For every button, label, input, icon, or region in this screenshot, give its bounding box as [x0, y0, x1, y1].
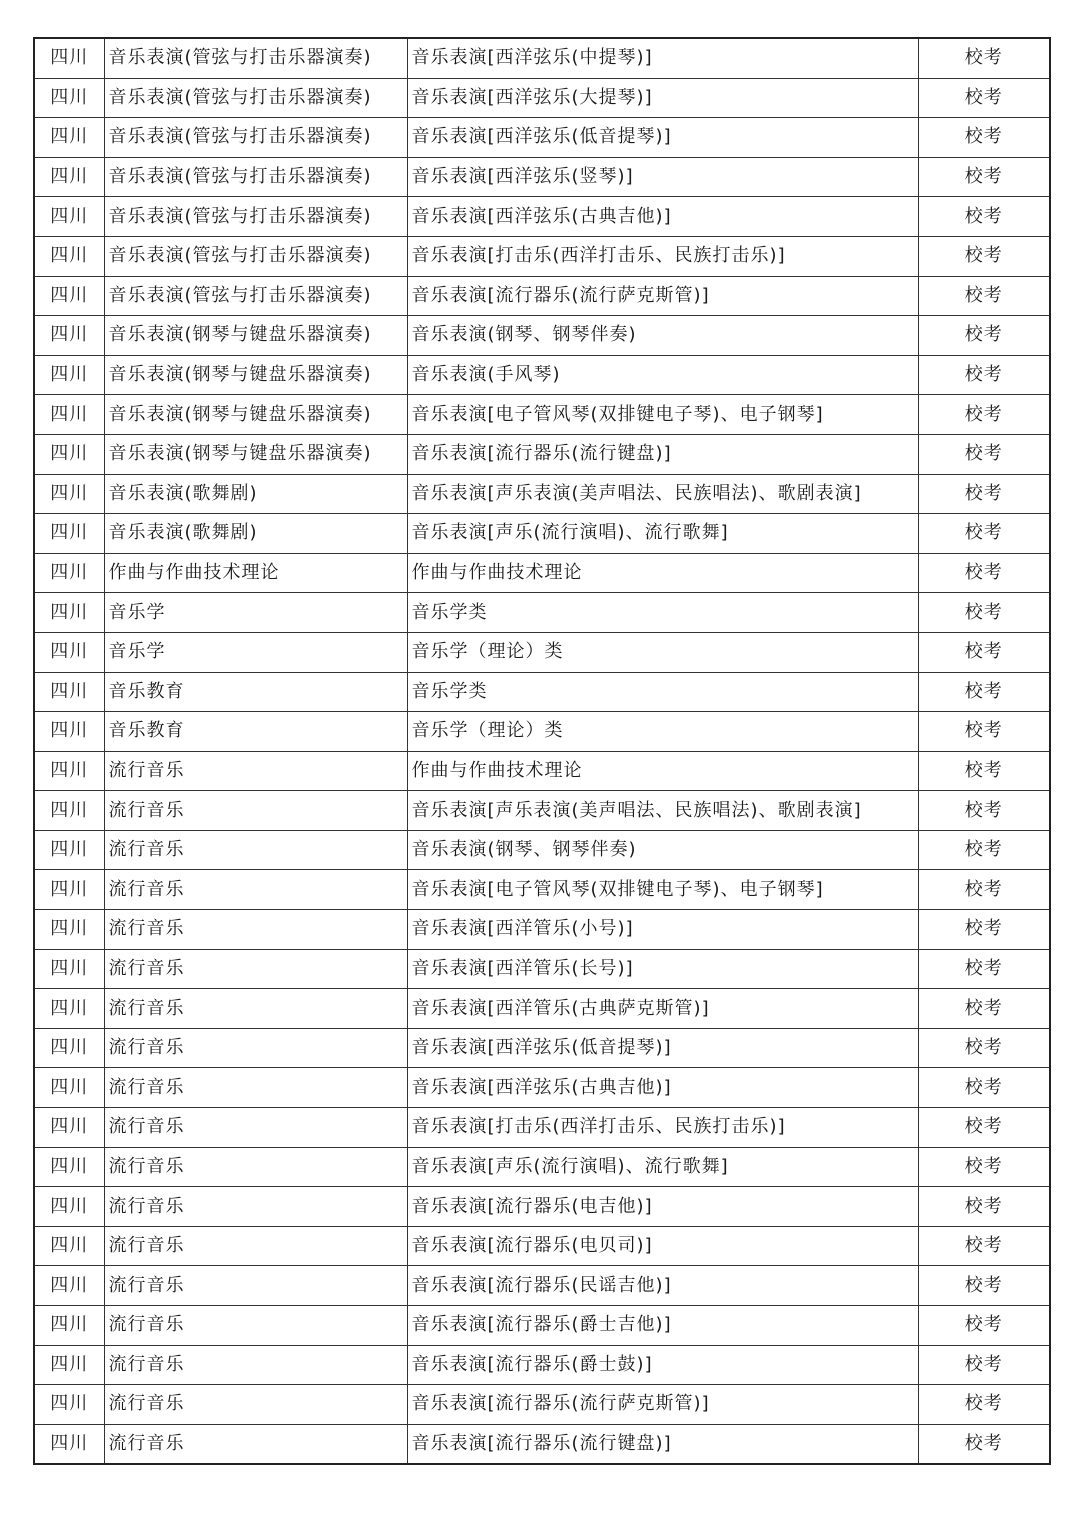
table-row	[34, 514, 1050, 554]
table-row	[34, 593, 1050, 633]
major-cell: 音乐表演(钢琴与键盘乐器演奏)	[104, 434, 407, 474]
exam-category-cell: 音乐表演[西洋弦乐(古典吉他)]	[407, 1068, 918, 1108]
exam-type-cell: 校考	[918, 78, 1050, 118]
exam-category-cell: 音乐表演[西洋弦乐(竖琴)]	[407, 157, 918, 197]
exam-type-cell: 校考	[918, 1266, 1050, 1306]
exam-category-cell: 音乐表演[声乐(流行演唱)、流行歌舞]	[407, 514, 918, 554]
province-cell: 四川	[34, 751, 104, 791]
table-row	[34, 553, 1050, 593]
major-cell: 流行音乐	[104, 1266, 407, 1306]
exam-type-cell: 校考	[918, 434, 1050, 474]
major-cell: 流行音乐	[104, 989, 407, 1029]
exam-category-cell: 音乐表演[流行器乐(流行键盘)]	[407, 1424, 918, 1464]
exam-type-cell: 校考	[918, 751, 1050, 791]
table-row	[34, 1306, 1050, 1346]
major-cell: 作曲与作曲技术理论	[104, 553, 407, 593]
exam-type-cell: 校考	[918, 830, 1050, 870]
province-cell: 四川	[34, 791, 104, 831]
major-cell: 音乐表演(管弦与打击乐器演奏)	[104, 236, 407, 276]
province-cell: 四川	[34, 434, 104, 474]
province-cell: 四川	[34, 355, 104, 395]
enrollment-table	[33, 37, 1051, 1465]
major-cell: 流行音乐	[104, 949, 407, 989]
exam-type-cell: 校考	[918, 910, 1050, 950]
table-row	[34, 949, 1050, 989]
province-cell: 四川	[34, 1108, 104, 1148]
exam-category-cell: 音乐学（理论）类	[407, 712, 918, 752]
exam-type-cell: 校考	[918, 197, 1050, 237]
province-cell: 四川	[34, 553, 104, 593]
exam-category-cell: 音乐表演(钢琴、钢琴伴奏)	[407, 316, 918, 356]
table-row	[34, 1068, 1050, 1108]
exam-category-cell: 音乐学（理论）类	[407, 632, 918, 672]
major-cell: 音乐表演(钢琴与键盘乐器演奏)	[104, 316, 407, 356]
table-row	[34, 157, 1050, 197]
major-cell: 音乐表演(管弦与打击乐器演奏)	[104, 38, 407, 78]
province-cell: 四川	[34, 1068, 104, 1108]
exam-category-cell: 音乐表演[打击乐(西洋打击乐、民族打击乐)]	[407, 1108, 918, 1148]
major-cell: 音乐学	[104, 593, 407, 633]
table-row	[34, 1187, 1050, 1227]
table-row	[34, 751, 1050, 791]
province-cell: 四川	[34, 593, 104, 633]
exam-type-cell: 校考	[918, 118, 1050, 158]
major-cell: 音乐表演(管弦与打击乐器演奏)	[104, 197, 407, 237]
table-row	[34, 672, 1050, 712]
exam-category-cell: 音乐表演[流行器乐(流行键盘)]	[407, 434, 918, 474]
exam-category-cell: 音乐表演(手风琴)	[407, 355, 918, 395]
province-cell: 四川	[34, 474, 104, 514]
exam-category-cell: 音乐表演[声乐(流行演唱)、流行歌舞]	[407, 1147, 918, 1187]
exam-category-cell: 音乐表演(钢琴、钢琴伴奏)	[407, 830, 918, 870]
province-cell: 四川	[34, 197, 104, 237]
major-cell: 音乐教育	[104, 712, 407, 752]
exam-category-cell: 音乐表演[流行器乐(爵士鼓)]	[407, 1345, 918, 1385]
exam-type-cell: 校考	[918, 1108, 1050, 1148]
exam-type-cell: 校考	[918, 1028, 1050, 1068]
exam-category-cell: 音乐表演[电子管风琴(双排键电子琴)、电子钢琴]	[407, 395, 918, 435]
table-row	[34, 989, 1050, 1029]
major-cell: 音乐表演(管弦与打击乐器演奏)	[104, 78, 407, 118]
exam-type-cell: 校考	[918, 276, 1050, 316]
exam-category-cell: 音乐学类	[407, 593, 918, 633]
major-cell: 流行音乐	[104, 1385, 407, 1425]
exam-category-cell: 音乐表演[流行器乐(流行萨克斯管)]	[407, 276, 918, 316]
exam-type-cell: 校考	[918, 474, 1050, 514]
exam-type-cell: 校考	[918, 672, 1050, 712]
major-cell: 流行音乐	[104, 870, 407, 910]
table-row	[34, 1226, 1050, 1266]
province-cell: 四川	[34, 830, 104, 870]
exam-category-cell: 作曲与作曲技术理论	[407, 553, 918, 593]
major-cell: 音乐表演(歌舞剧)	[104, 474, 407, 514]
exam-category-cell: 音乐表演[流行器乐(电吉他)]	[407, 1187, 918, 1227]
table-body	[34, 38, 1050, 1464]
major-cell: 音乐表演(管弦与打击乐器演奏)	[104, 157, 407, 197]
province-cell: 四川	[34, 118, 104, 158]
table-row	[34, 830, 1050, 870]
province-cell: 四川	[34, 38, 104, 78]
exam-type-cell: 校考	[918, 870, 1050, 910]
exam-type-cell: 校考	[918, 1345, 1050, 1385]
table-row	[34, 316, 1050, 356]
table-row	[34, 1345, 1050, 1385]
exam-category-cell: 音乐表演[西洋管乐(长号)]	[407, 949, 918, 989]
exam-type-cell: 校考	[918, 949, 1050, 989]
major-cell: 流行音乐	[104, 1306, 407, 1346]
exam-category-cell: 音乐表演[流行器乐(流行萨克斯管)]	[407, 1385, 918, 1425]
province-cell: 四川	[34, 910, 104, 950]
province-cell: 四川	[34, 276, 104, 316]
exam-type-cell: 校考	[918, 1226, 1050, 1266]
major-cell: 音乐表演(钢琴与键盘乐器演奏)	[104, 355, 407, 395]
province-cell: 四川	[34, 1345, 104, 1385]
exam-type-cell: 校考	[918, 1068, 1050, 1108]
table-row	[34, 791, 1050, 831]
province-cell: 四川	[34, 514, 104, 554]
province-cell: 四川	[34, 1226, 104, 1266]
table-row	[34, 395, 1050, 435]
exam-type-cell: 校考	[918, 593, 1050, 633]
table-row	[34, 910, 1050, 950]
exam-type-cell: 校考	[918, 1385, 1050, 1425]
major-cell: 音乐表演(歌舞剧)	[104, 514, 407, 554]
province-cell: 四川	[34, 395, 104, 435]
exam-type-cell: 校考	[918, 712, 1050, 752]
exam-category-cell: 音乐表演[流行器乐(电贝司)]	[407, 1226, 918, 1266]
table-row	[34, 1028, 1050, 1068]
exam-type-cell: 校考	[918, 791, 1050, 831]
exam-category-cell: 音乐表演[流行器乐(爵士吉他)]	[407, 1306, 918, 1346]
major-cell: 流行音乐	[104, 1028, 407, 1068]
exam-type-cell: 校考	[918, 38, 1050, 78]
table-row	[34, 1266, 1050, 1306]
exam-category-cell: 音乐表演[西洋弦乐(古典吉他)]	[407, 197, 918, 237]
major-cell: 流行音乐	[104, 1068, 407, 1108]
major-cell: 音乐教育	[104, 672, 407, 712]
major-cell: 音乐表演(管弦与打击乐器演奏)	[104, 118, 407, 158]
province-cell: 四川	[34, 712, 104, 752]
province-cell: 四川	[34, 316, 104, 356]
province-cell: 四川	[34, 1028, 104, 1068]
major-cell: 流行音乐	[104, 1226, 407, 1266]
exam-category-cell: 音乐表演[打击乐(西洋打击乐、民族打击乐)]	[407, 236, 918, 276]
table-row	[34, 197, 1050, 237]
table-row	[34, 434, 1050, 474]
exam-category-cell: 音乐表演[西洋弦乐(低音提琴)]	[407, 118, 918, 158]
table-row	[34, 474, 1050, 514]
table-row	[34, 1147, 1050, 1187]
exam-type-cell: 校考	[918, 989, 1050, 1029]
document-page	[33, 37, 1051, 1465]
exam-type-cell: 校考	[918, 1306, 1050, 1346]
exam-type-cell: 校考	[918, 632, 1050, 672]
table-row	[34, 1424, 1050, 1464]
exam-type-cell: 校考	[918, 1147, 1050, 1187]
major-cell: 流行音乐	[104, 830, 407, 870]
exam-category-cell: 作曲与作曲技术理论	[407, 751, 918, 791]
major-cell: 流行音乐	[104, 1108, 407, 1148]
exam-category-cell: 音乐表演[流行器乐(民谣吉他)]	[407, 1266, 918, 1306]
exam-type-cell: 校考	[918, 236, 1050, 276]
major-cell: 流行音乐	[104, 910, 407, 950]
province-cell: 四川	[34, 1385, 104, 1425]
province-cell: 四川	[34, 632, 104, 672]
table-row	[34, 236, 1050, 276]
province-cell: 四川	[34, 1424, 104, 1464]
exam-type-cell: 校考	[918, 316, 1050, 356]
province-cell: 四川	[34, 1187, 104, 1227]
exam-type-cell: 校考	[918, 157, 1050, 197]
table-row	[34, 78, 1050, 118]
exam-category-cell: 音乐表演[西洋管乐(古典萨克斯管)]	[407, 989, 918, 1029]
province-cell: 四川	[34, 1266, 104, 1306]
exam-category-cell: 音乐表演[西洋弦乐(大提琴)]	[407, 78, 918, 118]
province-cell: 四川	[34, 672, 104, 712]
exam-type-cell: 校考	[918, 1424, 1050, 1464]
exam-category-cell: 音乐表演[西洋管乐(小号)]	[407, 910, 918, 950]
exam-type-cell: 校考	[918, 553, 1050, 593]
table-row	[34, 632, 1050, 672]
major-cell: 音乐表演(钢琴与键盘乐器演奏)	[104, 395, 407, 435]
province-cell: 四川	[34, 949, 104, 989]
province-cell: 四川	[34, 1147, 104, 1187]
exam-category-cell: 音乐表演[电子管风琴(双排键电子琴)、电子钢琴]	[407, 870, 918, 910]
exam-type-cell: 校考	[918, 514, 1050, 554]
exam-type-cell: 校考	[918, 1187, 1050, 1227]
table-row	[34, 38, 1050, 78]
table-row	[34, 355, 1050, 395]
major-cell: 音乐表演(管弦与打击乐器演奏)	[104, 276, 407, 316]
province-cell: 四川	[34, 989, 104, 1029]
table-row	[34, 870, 1050, 910]
table-row	[34, 1385, 1050, 1425]
table-row	[34, 1108, 1050, 1148]
exam-category-cell: 音乐表演[声乐表演(美声唱法、民族唱法)、歌剧表演]	[407, 474, 918, 514]
exam-category-cell: 音乐表演[声乐表演(美声唱法、民族唱法)、歌剧表演]	[407, 791, 918, 831]
major-cell: 流行音乐	[104, 791, 407, 831]
major-cell: 流行音乐	[104, 1345, 407, 1385]
province-cell: 四川	[34, 1306, 104, 1346]
exam-category-cell: 音乐学类	[407, 672, 918, 712]
exam-type-cell: 校考	[918, 395, 1050, 435]
major-cell: 流行音乐	[104, 751, 407, 791]
exam-category-cell: 音乐表演[西洋弦乐(中提琴)]	[407, 38, 918, 78]
exam-category-cell: 音乐表演[西洋弦乐(低音提琴)]	[407, 1028, 918, 1068]
exam-type-cell: 校考	[918, 355, 1050, 395]
table-row	[34, 118, 1050, 158]
province-cell: 四川	[34, 236, 104, 276]
province-cell: 四川	[34, 78, 104, 118]
major-cell: 音乐学	[104, 632, 407, 672]
major-cell: 流行音乐	[104, 1147, 407, 1187]
province-cell: 四川	[34, 870, 104, 910]
province-cell: 四川	[34, 157, 104, 197]
major-cell: 流行音乐	[104, 1187, 407, 1227]
table-row	[34, 712, 1050, 752]
table-row	[34, 276, 1050, 316]
major-cell: 流行音乐	[104, 1424, 407, 1464]
